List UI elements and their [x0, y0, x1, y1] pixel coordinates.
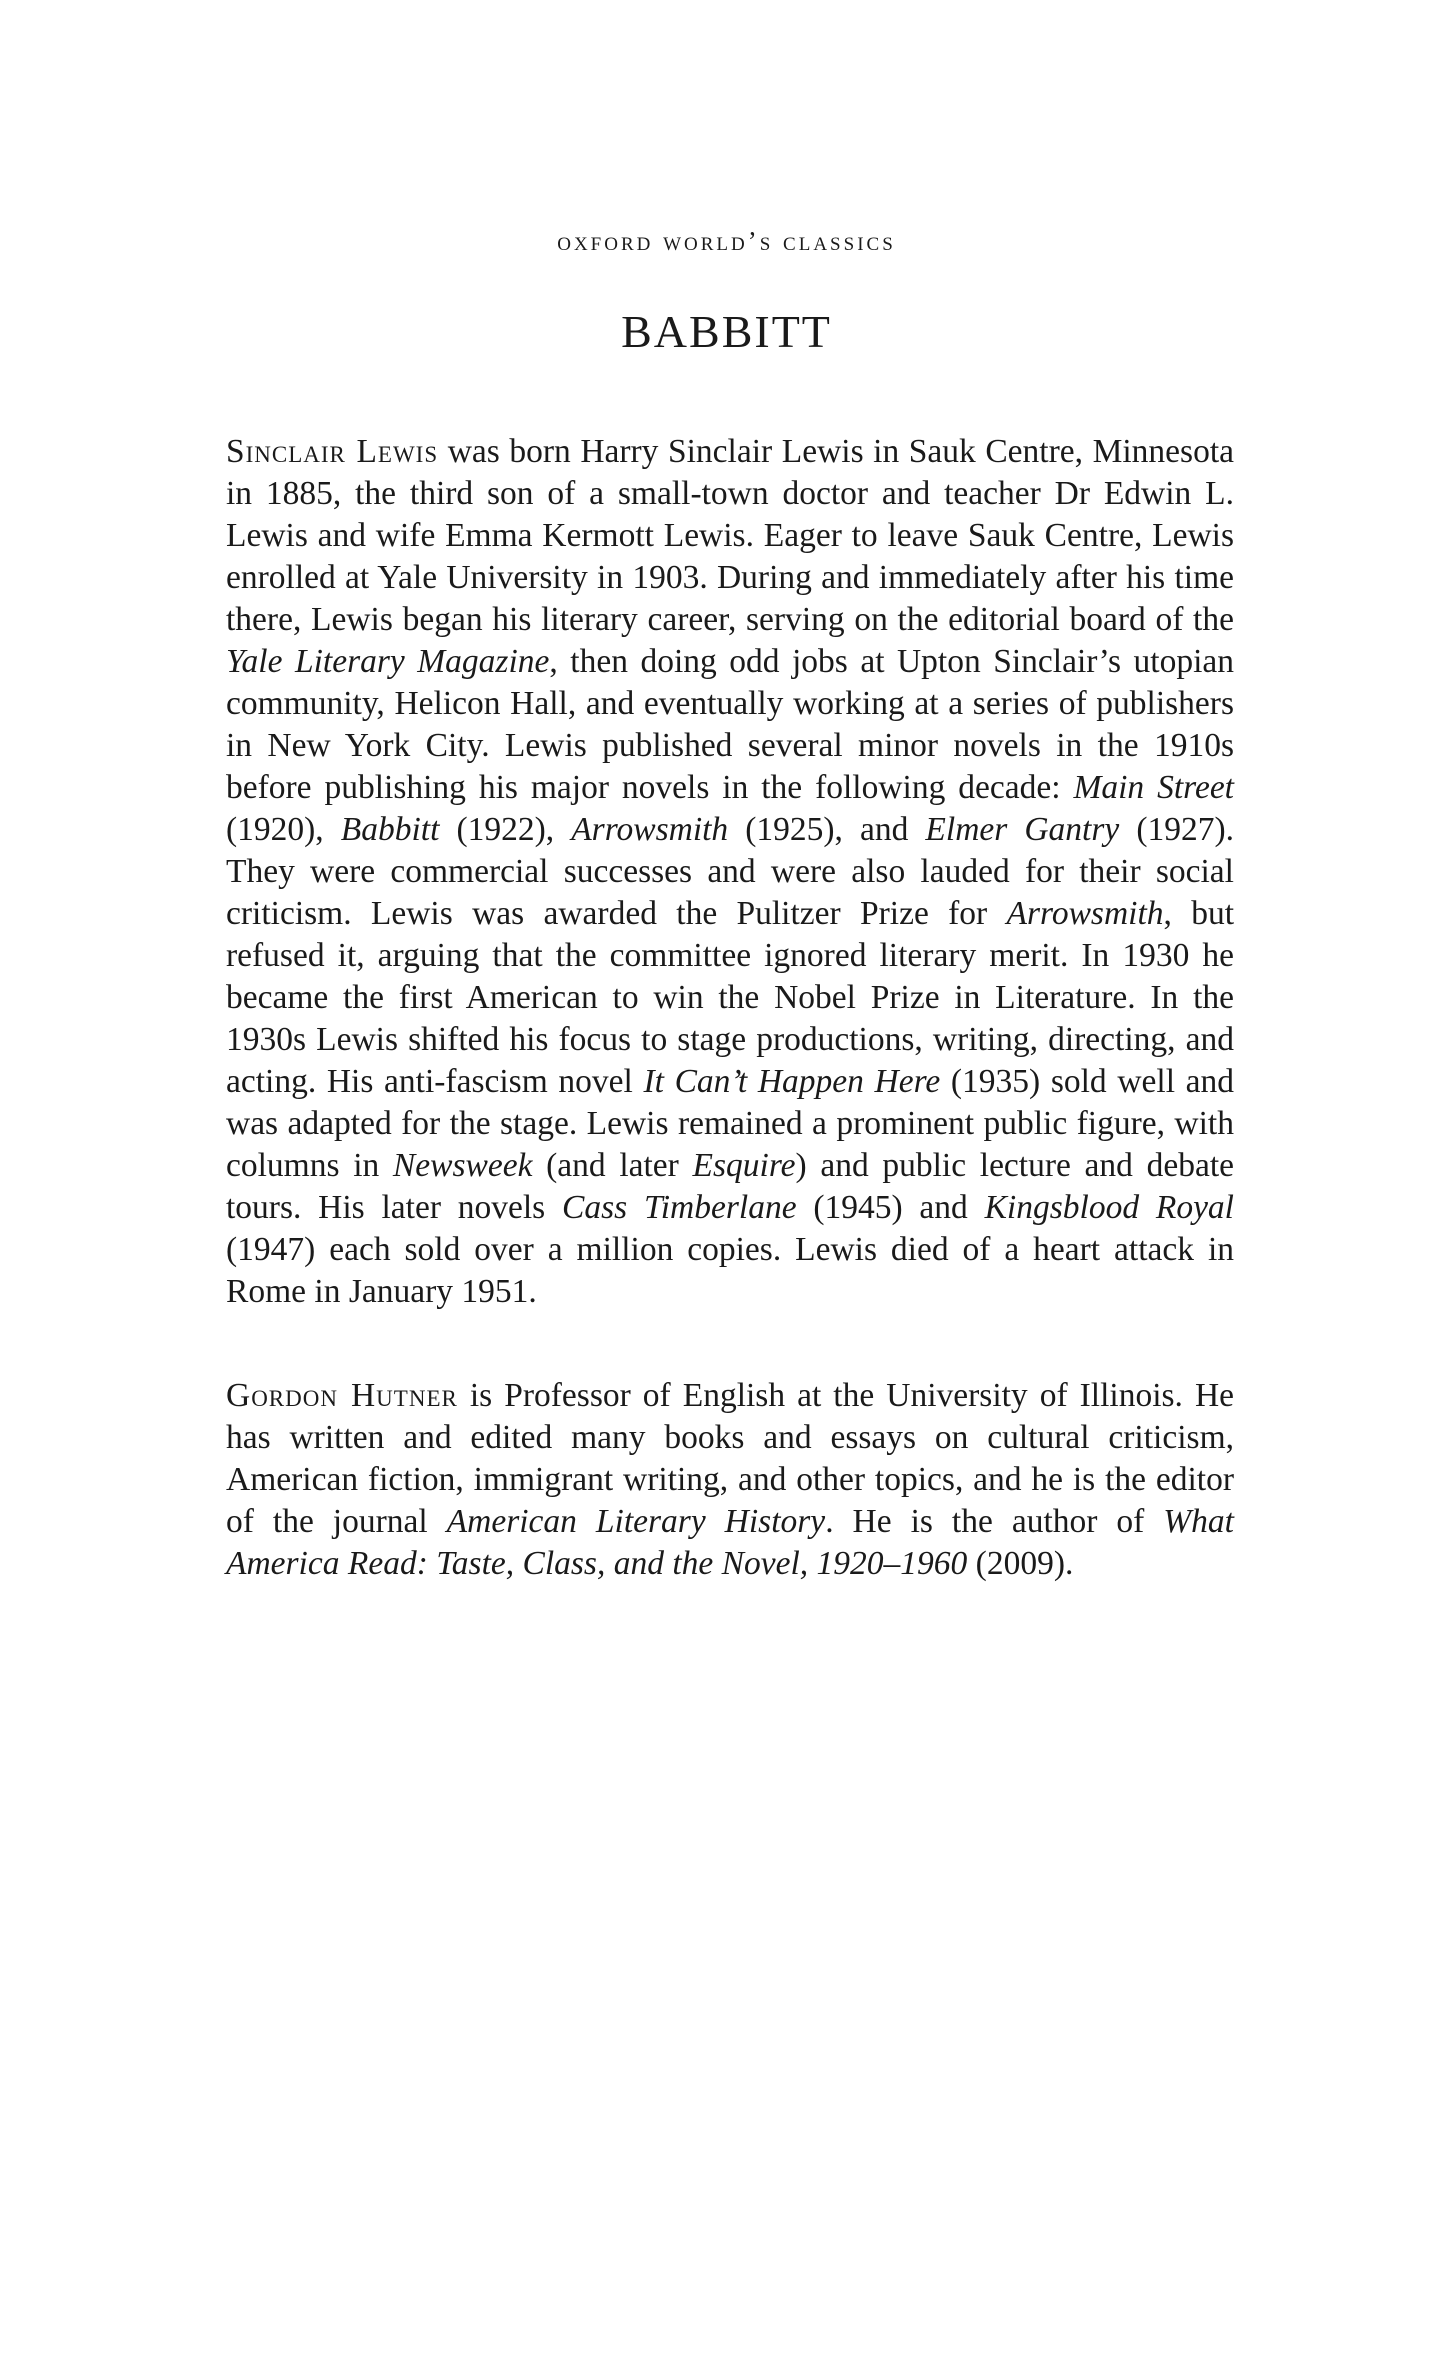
- author-name: Sinclair Lewis: [226, 433, 439, 470]
- bio-text: (1922),: [439, 811, 572, 848]
- bio-text: is Professor of English at the University of Illinois. He has written and edited many books and essays on cultural criticism, American fiction, immigrant writing, and other topics, and he is the editor of the journal: [226, 1377, 1235, 1540]
- bio-text: . He is the author of: [825, 1503, 1164, 1540]
- bio-text: was born Harry Sinclair Lewis in Sauk Centre, Minnesota in 1885, the third son of a small-town doctor and teacher Dr Edwin L. Lewis and wife Emma Kermott Lewis. Eager to leave Sauk Centre, Lewis enrolled at Yale University in 1903. During and immediately after his time there, Lewis began his literary career, serving on the editorial board of the: [226, 433, 1234, 638]
- bio-text: (1920),: [226, 811, 341, 848]
- bio-text: (1945) and: [796, 1189, 985, 1226]
- bio-text: (2009).: [967, 1545, 1074, 1582]
- bio-text: ) and public lecture and debate tours. His later novels: [226, 1147, 1235, 1226]
- book-title: BABBITT: [621, 306, 832, 357]
- bio-text: (1927). They were commercial successes and were also lauded for their social criticism. Lewis was awarded the Pulitzer Prize for: [226, 811, 1235, 932]
- bio-text: (1935) sold well and was adapted for the stage. Lewis remained a prominent public figure, with columns in: [226, 1063, 1235, 1184]
- bio-text: , but refused it, arguing that the committee ignored literary merit. In 1930 he became the first American to win the Nobel Prize in Literature. In the 1930s Lewis shifted his focus to stage productions, writing, directing, and acting. His anti-fascism novel: [226, 895, 1235, 1100]
- book-reference: Arrowsmith: [571, 811, 729, 848]
- book-reference: Babbitt: [340, 811, 440, 848]
- book-reference: Arrowsmith: [1006, 895, 1164, 932]
- book-reference: It Can’t Happen Here: [643, 1063, 941, 1100]
- author-biography: [226, 431, 1234, 1313]
- book-reference: Kingsblood Royal: [984, 1189, 1234, 1226]
- book-reference: Newsweek: [392, 1147, 533, 1184]
- journal-reference: American Literary History: [446, 1503, 826, 1540]
- book-reference: Elmer Gantry: [925, 811, 1120, 848]
- bio-text: (1925), and: [728, 811, 926, 848]
- book-reference: Cass Timberlane: [562, 1189, 797, 1226]
- bio-text: (and later: [532, 1147, 693, 1184]
- bio-text: , then doing odd jobs at Upton Sinclair’s utopian community, Helicon Hall, and eventually working at a series of publishers in New York City. Lewis published several minor novels in the 1910s before publishing his major novels in the following decade:: [226, 643, 1234, 806]
- editor-name: Gordon Hutner: [226, 1377, 458, 1414]
- bio-text: (1947) each sold over a million copies. Lewis died of a heart attack in Rome in January 1951.: [226, 1231, 1234, 1310]
- book-reference: Esquire: [692, 1147, 796, 1184]
- book-reference: What America Read: Taste, Class, and the Novel, 1920–1960: [226, 1503, 1234, 1582]
- book-reference: Yale Literary Magazine: [226, 643, 550, 680]
- editor-biography: [226, 1375, 1234, 1585]
- series-title: oxford world’s classics: [557, 226, 896, 256]
- book-reference: Main Street: [1073, 769, 1234, 806]
